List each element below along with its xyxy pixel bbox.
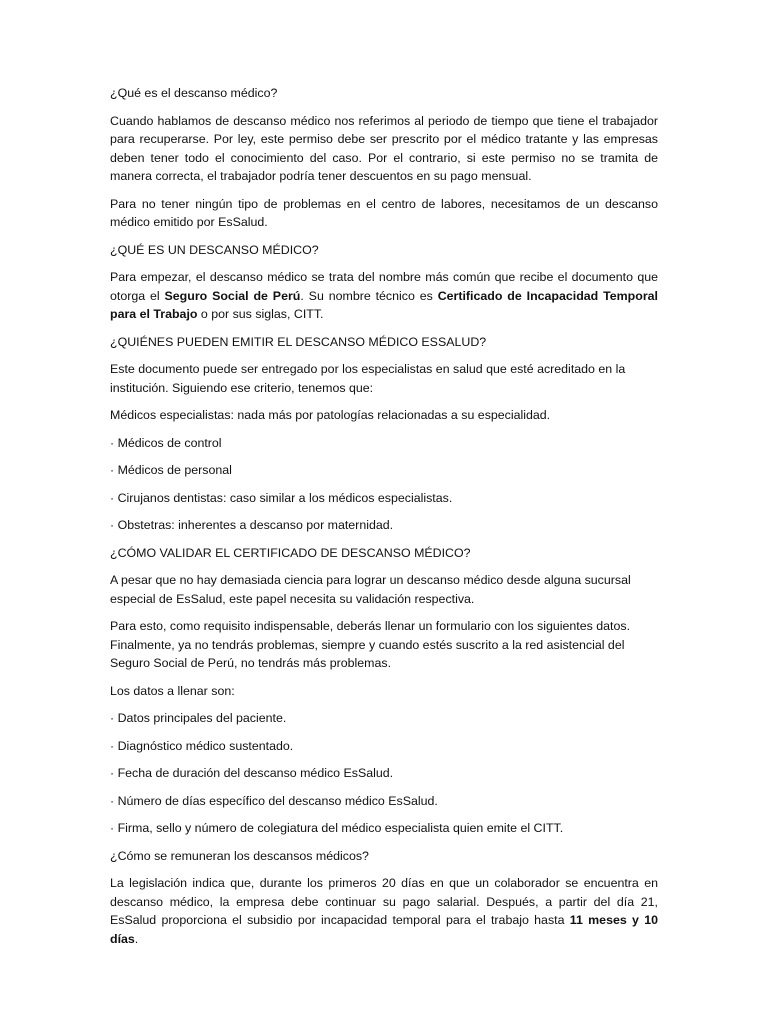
list-item-numero-dias: · Número de días específico del descanso médico EsSalud. bbox=[110, 793, 438, 808]
paragraph-especialistas: Este documento puede ser entregado por los especialistas en salud que esté acreditado en la institución. Siguiendo ese criterio, tenemos que: bbox=[110, 362, 626, 395]
paragraph-formulario: Para esto, como requisito indispensable, deberás llenar un formulario con los siguientes datos. Finalmente, ya no tendrás problemas, siempre y cuando estés suscrito a la red asistencial del Seguro Social de Perú, no tendrás más problemas. bbox=[110, 619, 631, 670]
list-item-medicos-personal: · Médicos de personal bbox=[110, 463, 232, 477]
paragraph-citt-part-c: . Su nombre técnico es bbox=[300, 288, 438, 303]
paragraph-definition: Cuando hablamos de descanso médico nos referimos al periodo de tiempo que tiene el trabajador para recuperarse. Por ley, este permiso debe ser prescrito por el médico tratante y las empresas deben tener todo el conocimiento del caso. Por el contrario, si este permiso no se tramita de manera correcta, el trabajador podría tener descuentos en su pago mensual. bbox=[110, 113, 658, 183]
list-item-datos-paciente: · Datos principales del paciente. bbox=[110, 711, 287, 725]
paragraph-essalud-need: Para no tener ningún tipo de problemas en el centro de labores, necesitamos de un descanso médico emitido por EsSalud. bbox=[110, 196, 658, 229]
list-item-fecha-duracion: · Fecha de duración del descanso médico EsSalud. bbox=[110, 766, 394, 780]
document-page bbox=[110, 84, 658, 957]
list-item-diagnostico: · Diagnóstico médico sustentado. bbox=[110, 738, 294, 753]
paragraph-citt-seguro-social: Seguro Social de Perú bbox=[164, 288, 301, 303]
paragraph-legislacion bbox=[110, 874, 658, 948]
list-item-cirujanos-dentistas: · Cirujanos dentistas: caso similar a los médicos especialistas. bbox=[110, 490, 453, 505]
heading-datos-llenar: Los datos a llenar son: bbox=[110, 683, 235, 698]
paragraph-citt bbox=[110, 268, 658, 324]
paragraph-medicos-especialistas: Médicos especialistas: nada más por patologías relacionadas a su especialidad. bbox=[110, 408, 551, 422]
heading-quienes: ¿QUIÉNES PUEDEN EMITIR EL DESCANSO MÉDICO ESSALUD? bbox=[110, 334, 487, 349]
heading-remuneracion: ¿Cómo se remuneran los descansos médicos? bbox=[110, 848, 369, 863]
heading-como-validar: ¿CÓMO VALIDAR EL CERTIFICADO DE DESCANSO MÉDICO? bbox=[110, 545, 471, 560]
paragraph-validacion: A pesar que no hay demasiada ciencia para lograr un descanso médico desde alguna sucursal especial de EsSalud, este papel necesita su validación respectiva. bbox=[110, 573, 631, 606]
paragraph-legislacion-part-a: La legislación indica que, durante los primeros 20 días en que un colaborador se encuentra en descanso médico, la empresa debe continuar su pago salarial. Después, a partir del día 21, EsSalud proporciona el subsidio por incapacidad temporal para el trabajo hasta bbox=[110, 876, 658, 927]
heading-que-es-upper: ¿QUÉ ES UN DESCANSO MÉDICO? bbox=[110, 242, 319, 257]
paragraph-legislacion-duracion: 11 meses y 10 días bbox=[110, 913, 659, 946]
paragraph-legislacion-part-c: . bbox=[134, 931, 139, 946]
paragraph-citt-part-e: o por sus siglas, CITT. bbox=[197, 307, 324, 321]
paragraph-citt-part-a: Para empezar, el descanso médico se trata del nombre más común que recibe el documento que otorga el bbox=[110, 270, 658, 303]
list-item-medicos-control: · Médicos de control bbox=[110, 435, 222, 450]
paragraph-citt-certificado: Certificado de Incapacidad Temporal para el Trabajo bbox=[110, 288, 658, 321]
heading-que-es: ¿Qué es el descanso médico? bbox=[110, 86, 278, 100]
list-item-firma-sello: · Firma, sello y número de colegiatura del médico especialista quien emite el CITT. bbox=[110, 821, 564, 835]
list-item-obstetras: · Obstetras: inherentes a descanso por maternidad. bbox=[110, 518, 394, 532]
